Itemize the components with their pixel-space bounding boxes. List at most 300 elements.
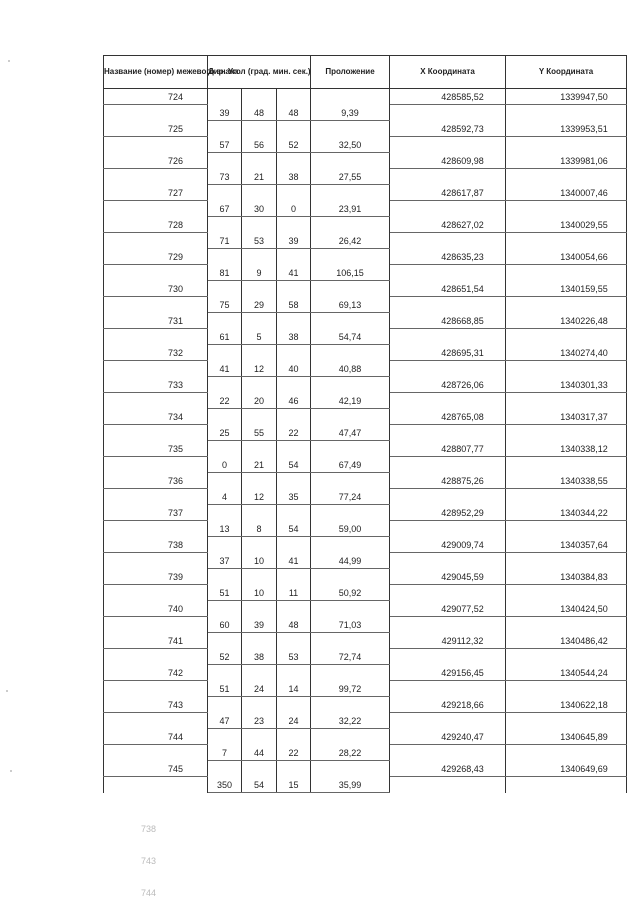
empty-cell bbox=[506, 585, 627, 601]
segment-distance: 54,74 bbox=[311, 329, 390, 345]
empty-cell bbox=[390, 169, 506, 185]
segment-distance: 32,50 bbox=[311, 137, 390, 153]
empty-cell bbox=[208, 409, 242, 425]
y-coordinate: 1340486,42 bbox=[506, 633, 627, 649]
point-row bbox=[104, 505, 627, 521]
empty-cell bbox=[208, 153, 242, 169]
empty-cell bbox=[242, 249, 277, 265]
empty-cell bbox=[390, 265, 506, 281]
empty-cell bbox=[242, 601, 277, 617]
point-name: 740 bbox=[104, 601, 208, 617]
empty-cell bbox=[311, 697, 390, 713]
empty-cell bbox=[390, 489, 506, 505]
boundary-coordinates-table bbox=[103, 55, 627, 793]
empty-cell bbox=[208, 505, 242, 521]
empty-cell bbox=[277, 601, 311, 617]
empty-cell bbox=[208, 377, 242, 393]
empty-cell bbox=[390, 425, 506, 441]
point-name: 726 bbox=[104, 153, 208, 169]
empty-cell bbox=[390, 329, 506, 345]
empty-cell bbox=[311, 665, 390, 681]
angle-seconds: 38 bbox=[277, 169, 311, 185]
x-coordinate: 428609,98 bbox=[390, 153, 506, 169]
empty-cell bbox=[311, 409, 390, 425]
segment-distance: 71,03 bbox=[311, 617, 390, 633]
angle-seconds: 38 bbox=[277, 329, 311, 345]
empty-cell bbox=[277, 377, 311, 393]
empty-cell bbox=[506, 457, 627, 473]
segment-row bbox=[104, 745, 627, 761]
empty-cell bbox=[506, 649, 627, 665]
empty-cell bbox=[208, 761, 242, 777]
empty-cell bbox=[277, 537, 311, 553]
point-name: 745 bbox=[104, 761, 208, 777]
empty-cell bbox=[242, 761, 277, 777]
angle-seconds: 41 bbox=[277, 265, 311, 281]
x-coordinate: 429268,43 bbox=[390, 761, 506, 777]
angle-seconds: 53 bbox=[277, 649, 311, 665]
angle-degrees: 13 bbox=[208, 521, 242, 537]
empty-cell bbox=[311, 249, 390, 265]
point-row bbox=[104, 665, 627, 681]
empty-cell bbox=[277, 697, 311, 713]
angle-minutes: 48 bbox=[242, 105, 277, 121]
angle-seconds: 22 bbox=[277, 425, 311, 441]
angle-minutes: 24 bbox=[242, 681, 277, 697]
point-row bbox=[104, 729, 627, 745]
angle-minutes: 44 bbox=[242, 745, 277, 761]
point-row bbox=[104, 249, 627, 265]
segment-distance: 99,72 bbox=[311, 681, 390, 697]
segment-distance: 40,88 bbox=[311, 361, 390, 377]
empty-cell bbox=[208, 281, 242, 297]
empty-cell bbox=[208, 569, 242, 585]
empty-cell bbox=[104, 105, 208, 121]
segment-row bbox=[104, 681, 627, 697]
empty-cell bbox=[208, 89, 242, 105]
angle-seconds: 24 bbox=[277, 713, 311, 729]
segment-row bbox=[104, 617, 627, 633]
point-row bbox=[104, 409, 627, 425]
empty-cell bbox=[208, 217, 242, 233]
empty-cell bbox=[104, 329, 208, 345]
empty-cell bbox=[104, 585, 208, 601]
segment-row bbox=[104, 489, 627, 505]
angle-degrees: 81 bbox=[208, 265, 242, 281]
empty-cell bbox=[104, 649, 208, 665]
point-name: 744 bbox=[104, 729, 208, 745]
y-coordinate: 1340226,48 bbox=[506, 313, 627, 329]
empty-cell bbox=[242, 441, 277, 457]
angle-degrees: 51 bbox=[208, 585, 242, 601]
empty-cell bbox=[242, 121, 277, 137]
scan-speck bbox=[8, 60, 10, 62]
angle-minutes: 38 bbox=[242, 649, 277, 665]
segment-row bbox=[104, 169, 627, 185]
angle-seconds: 15 bbox=[277, 777, 311, 793]
empty-cell bbox=[506, 105, 627, 121]
header-y: Y Координата bbox=[506, 56, 627, 89]
empty-cell bbox=[390, 617, 506, 633]
empty-cell bbox=[390, 297, 506, 313]
empty-cell bbox=[242, 313, 277, 329]
y-coordinate: 1340274,40 bbox=[506, 345, 627, 361]
empty-cell bbox=[277, 121, 311, 137]
angle-degrees: 39 bbox=[208, 105, 242, 121]
y-coordinate: 1340029,55 bbox=[506, 217, 627, 233]
angle-degrees: 67 bbox=[208, 201, 242, 217]
segment-row bbox=[104, 265, 627, 281]
angle-minutes: 20 bbox=[242, 393, 277, 409]
segment-row bbox=[104, 425, 627, 441]
empty-cell bbox=[506, 329, 627, 345]
point-name: 730 bbox=[104, 281, 208, 297]
angle-minutes: 9 bbox=[242, 265, 277, 281]
segment-row bbox=[104, 649, 627, 665]
empty-cell bbox=[208, 665, 242, 681]
y-coordinate: 1340424,50 bbox=[506, 601, 627, 617]
empty-cell bbox=[104, 425, 208, 441]
y-coordinate: 1340622,18 bbox=[506, 697, 627, 713]
angle-minutes: 8 bbox=[242, 521, 277, 537]
empty-cell bbox=[277, 345, 311, 361]
point-name: 727 bbox=[104, 185, 208, 201]
angle-seconds: 54 bbox=[277, 457, 311, 473]
empty-cell bbox=[506, 297, 627, 313]
x-coordinate: 428592,73 bbox=[390, 121, 506, 137]
point-row bbox=[104, 601, 627, 617]
x-coordinate: 428627,02 bbox=[390, 217, 506, 233]
segment-distance: 28,22 bbox=[311, 745, 390, 761]
point-name: 728 bbox=[104, 217, 208, 233]
empty-cell bbox=[242, 633, 277, 649]
angle-seconds: 11 bbox=[277, 585, 311, 601]
point-name: 733 bbox=[104, 377, 208, 393]
angle-degrees: 71 bbox=[208, 233, 242, 249]
y-coordinate: 1340159,55 bbox=[506, 281, 627, 297]
empty-cell bbox=[104, 297, 208, 313]
empty-cell bbox=[208, 633, 242, 649]
point-name: 736 bbox=[104, 473, 208, 489]
y-coordinate: 1340007,46 bbox=[506, 185, 627, 201]
segment-distance: 23,91 bbox=[311, 201, 390, 217]
segment-distance: 47,47 bbox=[311, 425, 390, 441]
segment-distance: 32,22 bbox=[311, 713, 390, 729]
angle-degrees: 22 bbox=[208, 393, 242, 409]
empty-cell bbox=[277, 281, 311, 297]
empty-cell bbox=[311, 537, 390, 553]
empty-cell bbox=[277, 729, 311, 745]
empty-cell bbox=[277, 633, 311, 649]
angle-seconds: 40 bbox=[277, 361, 311, 377]
point-row bbox=[104, 121, 627, 137]
point-name: 725 bbox=[104, 121, 208, 137]
angle-degrees: 7 bbox=[208, 745, 242, 761]
header-distance: Проложение bbox=[311, 56, 390, 89]
point-name: 731 bbox=[104, 313, 208, 329]
point-row bbox=[104, 345, 627, 361]
y-coordinate: 1340054,66 bbox=[506, 249, 627, 265]
empty-cell bbox=[104, 777, 208, 793]
table-header-row bbox=[104, 56, 627, 89]
header-name: Название (номер) межевого знака bbox=[104, 56, 208, 89]
x-coordinate: 428695,31 bbox=[390, 345, 506, 361]
point-name: 724 bbox=[104, 89, 208, 105]
empty-cell bbox=[311, 89, 390, 105]
point-name: 734 bbox=[104, 409, 208, 425]
empty-cell bbox=[311, 473, 390, 489]
empty-cell bbox=[208, 249, 242, 265]
point-row bbox=[104, 281, 627, 297]
empty-cell bbox=[104, 553, 208, 569]
empty-cell bbox=[506, 425, 627, 441]
empty-cell bbox=[104, 713, 208, 729]
header-angle: Дир. Угол (град. мин. сек.) bbox=[208, 56, 311, 89]
empty-cell bbox=[104, 265, 208, 281]
empty-cell bbox=[208, 313, 242, 329]
empty-cell bbox=[506, 745, 627, 761]
y-coordinate: 1340301,33 bbox=[506, 377, 627, 393]
empty-cell bbox=[242, 377, 277, 393]
segment-row bbox=[104, 201, 627, 217]
segment-row bbox=[104, 777, 627, 793]
x-coordinate: 428952,29 bbox=[390, 505, 506, 521]
x-coordinate: 428585,52 bbox=[390, 89, 506, 105]
empty-cell bbox=[390, 777, 506, 793]
point-name: 742 bbox=[104, 665, 208, 681]
point-row bbox=[104, 153, 627, 169]
empty-cell bbox=[242, 281, 277, 297]
angle-degrees: 350 bbox=[208, 777, 242, 793]
empty-cell bbox=[104, 489, 208, 505]
angle-minutes: 53 bbox=[242, 233, 277, 249]
empty-cell bbox=[390, 649, 506, 665]
empty-cell bbox=[390, 393, 506, 409]
angle-degrees: 60 bbox=[208, 617, 242, 633]
empty-cell bbox=[506, 361, 627, 377]
angle-seconds: 48 bbox=[277, 617, 311, 633]
angle-minutes: 5 bbox=[242, 329, 277, 345]
empty-cell bbox=[242, 537, 277, 553]
empty-cell bbox=[104, 393, 208, 409]
empty-cell bbox=[277, 441, 311, 457]
point-name: 741 bbox=[104, 633, 208, 649]
x-coordinate: 429045,59 bbox=[390, 569, 506, 585]
empty-cell bbox=[506, 777, 627, 793]
segment-distance: 67,49 bbox=[311, 457, 390, 473]
angle-seconds: 22 bbox=[277, 745, 311, 761]
point-name: 739 bbox=[104, 569, 208, 585]
table-body bbox=[104, 89, 627, 793]
empty-cell bbox=[104, 617, 208, 633]
empty-cell bbox=[311, 377, 390, 393]
empty-cell bbox=[277, 761, 311, 777]
empty-cell bbox=[390, 105, 506, 121]
angle-minutes: 39 bbox=[242, 617, 277, 633]
ghost-label: 744 bbox=[141, 888, 157, 898]
angle-minutes: 29 bbox=[242, 297, 277, 313]
empty-cell bbox=[506, 713, 627, 729]
segment-distance: 77,24 bbox=[311, 489, 390, 505]
empty-cell bbox=[242, 217, 277, 233]
ghost-label: 743 bbox=[141, 856, 157, 866]
angle-minutes: 21 bbox=[242, 169, 277, 185]
angle-seconds: 48 bbox=[277, 105, 311, 121]
point-row bbox=[104, 633, 627, 649]
angle-degrees: 52 bbox=[208, 649, 242, 665]
empty-cell bbox=[277, 249, 311, 265]
point-row bbox=[104, 473, 627, 489]
angle-seconds: 52 bbox=[277, 137, 311, 153]
empty-cell bbox=[311, 633, 390, 649]
y-coordinate: 1340338,55 bbox=[506, 473, 627, 489]
empty-cell bbox=[277, 217, 311, 233]
empty-cell bbox=[208, 121, 242, 137]
empty-cell bbox=[277, 569, 311, 585]
angle-seconds: 39 bbox=[277, 233, 311, 249]
angle-degrees: 51 bbox=[208, 681, 242, 697]
angle-degrees: 25 bbox=[208, 425, 242, 441]
angle-minutes: 12 bbox=[242, 361, 277, 377]
angle-seconds: 54 bbox=[277, 521, 311, 537]
point-row bbox=[104, 697, 627, 713]
empty-cell bbox=[390, 233, 506, 249]
segment-distance: 42,19 bbox=[311, 393, 390, 409]
empty-cell bbox=[104, 233, 208, 249]
x-coordinate: 428635,23 bbox=[390, 249, 506, 265]
segment-row bbox=[104, 105, 627, 121]
empty-cell bbox=[311, 313, 390, 329]
empty-cell bbox=[104, 201, 208, 217]
segment-distance: 50,92 bbox=[311, 585, 390, 601]
angle-seconds: 0 bbox=[277, 201, 311, 217]
y-coordinate: 1340649,69 bbox=[506, 761, 627, 777]
empty-cell bbox=[506, 201, 627, 217]
angle-degrees: 75 bbox=[208, 297, 242, 313]
empty-cell bbox=[390, 457, 506, 473]
x-coordinate: 429218,66 bbox=[390, 697, 506, 713]
empty-cell bbox=[311, 569, 390, 585]
empty-cell bbox=[506, 553, 627, 569]
empty-cell bbox=[242, 153, 277, 169]
empty-cell bbox=[506, 233, 627, 249]
angle-degrees: 4 bbox=[208, 489, 242, 505]
segment-row bbox=[104, 457, 627, 473]
point-row bbox=[104, 89, 627, 105]
angle-minutes: 30 bbox=[242, 201, 277, 217]
empty-cell bbox=[311, 761, 390, 777]
empty-cell bbox=[208, 697, 242, 713]
x-coordinate: 429009,74 bbox=[390, 537, 506, 553]
empty-cell bbox=[311, 185, 390, 201]
empty-cell bbox=[104, 361, 208, 377]
segment-row bbox=[104, 297, 627, 313]
angle-minutes: 56 bbox=[242, 137, 277, 153]
empty-cell bbox=[390, 137, 506, 153]
angle-minutes: 10 bbox=[242, 553, 277, 569]
segment-row bbox=[104, 713, 627, 729]
angle-minutes: 54 bbox=[242, 777, 277, 793]
y-coordinate: 1340645,89 bbox=[506, 729, 627, 745]
segment-distance: 9,39 bbox=[311, 105, 390, 121]
empty-cell bbox=[390, 713, 506, 729]
empty-cell bbox=[390, 521, 506, 537]
empty-cell bbox=[277, 185, 311, 201]
empty-cell bbox=[104, 745, 208, 761]
y-coordinate: 1340317,37 bbox=[506, 409, 627, 425]
point-name: 737 bbox=[104, 505, 208, 521]
x-coordinate: 428875,26 bbox=[390, 473, 506, 489]
y-coordinate: 1340338,12 bbox=[506, 441, 627, 457]
empty-cell bbox=[506, 521, 627, 537]
segment-distance: 72,74 bbox=[311, 649, 390, 665]
empty-cell bbox=[311, 441, 390, 457]
angle-degrees: 41 bbox=[208, 361, 242, 377]
empty-cell bbox=[277, 505, 311, 521]
empty-cell bbox=[242, 729, 277, 745]
empty-cell bbox=[506, 617, 627, 633]
x-coordinate: 429077,52 bbox=[390, 601, 506, 617]
empty-cell bbox=[311, 345, 390, 361]
point-name: 743 bbox=[104, 697, 208, 713]
point-name: 729 bbox=[104, 249, 208, 265]
angle-minutes: 23 bbox=[242, 713, 277, 729]
empty-cell bbox=[208, 537, 242, 553]
y-coordinate: 1339953,51 bbox=[506, 121, 627, 137]
point-row bbox=[104, 537, 627, 553]
angle-seconds: 41 bbox=[277, 553, 311, 569]
empty-cell bbox=[311, 729, 390, 745]
point-row bbox=[104, 761, 627, 777]
angle-degrees: 73 bbox=[208, 169, 242, 185]
point-name: 735 bbox=[104, 441, 208, 457]
x-coordinate: 429112,32 bbox=[390, 633, 506, 649]
empty-cell bbox=[277, 313, 311, 329]
empty-cell bbox=[242, 569, 277, 585]
y-coordinate: 1339981,06 bbox=[506, 153, 627, 169]
segment-distance: 59,00 bbox=[311, 521, 390, 537]
empty-cell bbox=[277, 473, 311, 489]
segment-row bbox=[104, 361, 627, 377]
empty-cell bbox=[390, 361, 506, 377]
angle-minutes: 21 bbox=[242, 457, 277, 473]
point-row bbox=[104, 313, 627, 329]
x-coordinate: 429156,45 bbox=[390, 665, 506, 681]
ghost-label: 738 bbox=[141, 824, 157, 834]
x-coordinate: 428765,08 bbox=[390, 409, 506, 425]
segment-row bbox=[104, 329, 627, 345]
segment-row bbox=[104, 393, 627, 409]
point-row bbox=[104, 441, 627, 457]
segment-row bbox=[104, 233, 627, 249]
point-name: 732 bbox=[104, 345, 208, 361]
empty-cell bbox=[242, 665, 277, 681]
header-x: X Координата bbox=[390, 56, 506, 89]
empty-cell bbox=[208, 345, 242, 361]
segment-distance: 44,99 bbox=[311, 553, 390, 569]
empty-cell bbox=[311, 153, 390, 169]
empty-cell bbox=[242, 697, 277, 713]
y-coordinate: 1340357,64 bbox=[506, 537, 627, 553]
angle-seconds: 35 bbox=[277, 489, 311, 505]
x-coordinate: 428651,54 bbox=[390, 281, 506, 297]
angle-minutes: 12 bbox=[242, 489, 277, 505]
segment-row bbox=[104, 521, 627, 537]
point-name: 738 bbox=[104, 537, 208, 553]
bleed-through-area bbox=[103, 820, 626, 900]
empty-cell bbox=[208, 601, 242, 617]
empty-cell bbox=[311, 505, 390, 521]
